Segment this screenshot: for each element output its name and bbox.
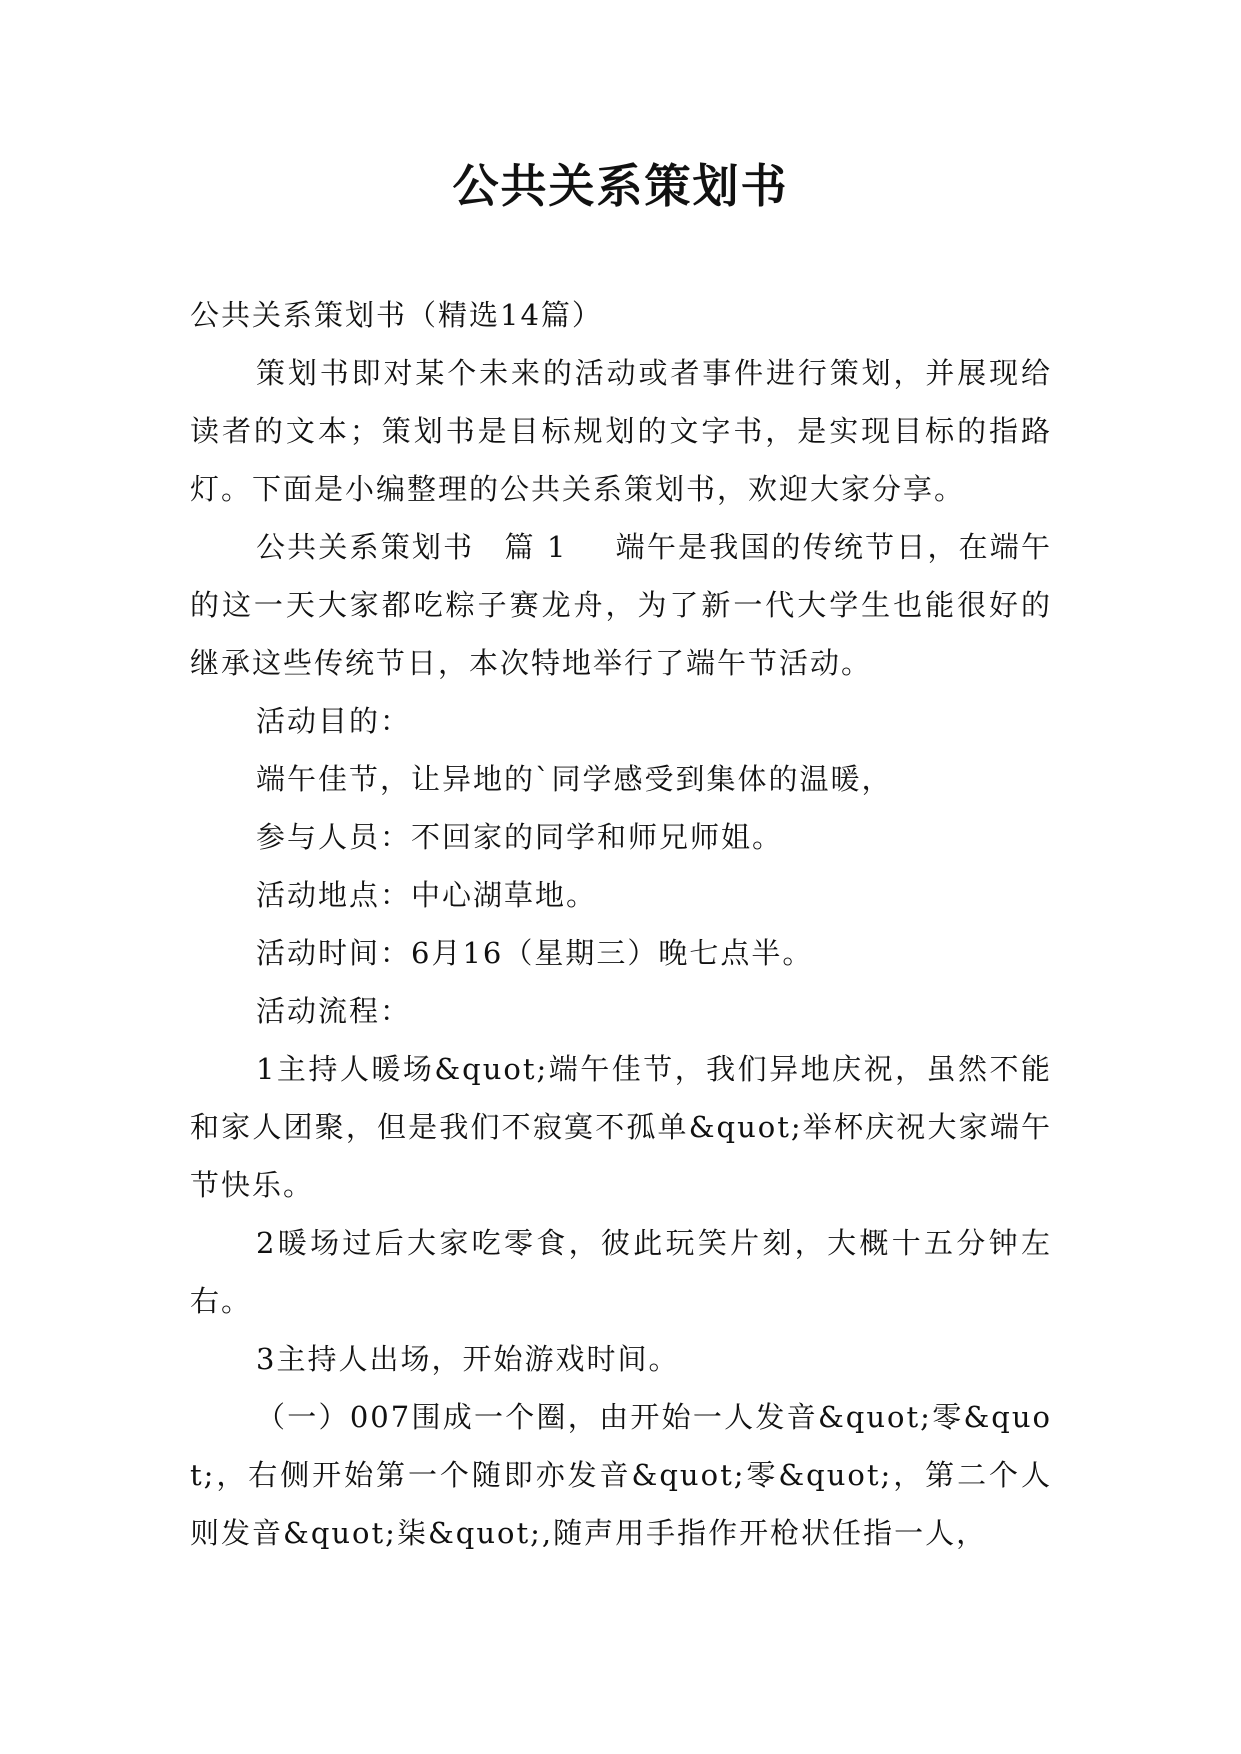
- subtitle-paragraph: 公共关系策划书（精选14篇）: [190, 298, 603, 332]
- location-paragraph: 活动地点：中心湖草地。: [256, 878, 598, 912]
- game1-paragraph: （一）007围成一个圈，由开始一人发音&quot;零&quot;，右侧开始第一个随即亦发音&quot;零&quot;，第二个人则发音&quot;柒&quot;,随声用手指作开枪状任指一人，: [190, 1400, 1052, 1550]
- section1-heading: 公共关系策划书: [256, 530, 475, 564]
- purpose-text: 端午佳节，让异地的`同学感受到集体的温暖，: [256, 762, 893, 796]
- section1-text: 端午是我国的传统节日，在端午的这一天大家都吃粽子赛龙舟，为了新一代大学生也能很好的继承这些传统节日，本次特地举行了端午节活动。: [190, 530, 1052, 680]
- section1-label: 篇 1: [504, 530, 568, 564]
- step2-paragraph: 2暖场过后大家吃零食，彼此玩笑片刻，大概十五分钟左右。: [190, 1226, 1052, 1318]
- intro-paragraph: 策划书即对某个未来的活动或者事件进行策划，并展现给读者的文本；策划书是目标规划的文字书，是实现目标的指路灯。下面是小编整理的公共关系策划书，欢迎大家分享。: [190, 356, 1052, 506]
- step1-paragraph: 1主持人暖场&quot;端午佳节，我们异地庆祝，虽然不能和家人团聚，但是我们不寂寞不孤单&quot;举杯庆祝大家端午节快乐。: [190, 1052, 1052, 1202]
- document-body: [190, 286, 1052, 1562]
- document-title: 公共关系策划书: [452, 159, 789, 213]
- time-paragraph: 活动时间：6月16（星期三）晚七点半。: [256, 936, 814, 970]
- section1-paragraph: [190, 518, 1052, 692]
- flow-label: 活动流程：: [256, 994, 412, 1028]
- purpose-label: 活动目的：: [256, 704, 412, 738]
- participants-paragraph: 参与人员：不回家的同学和师兄师姐。: [256, 820, 784, 854]
- step3-paragraph: 3主持人出场，开始游戏时间。: [256, 1342, 680, 1376]
